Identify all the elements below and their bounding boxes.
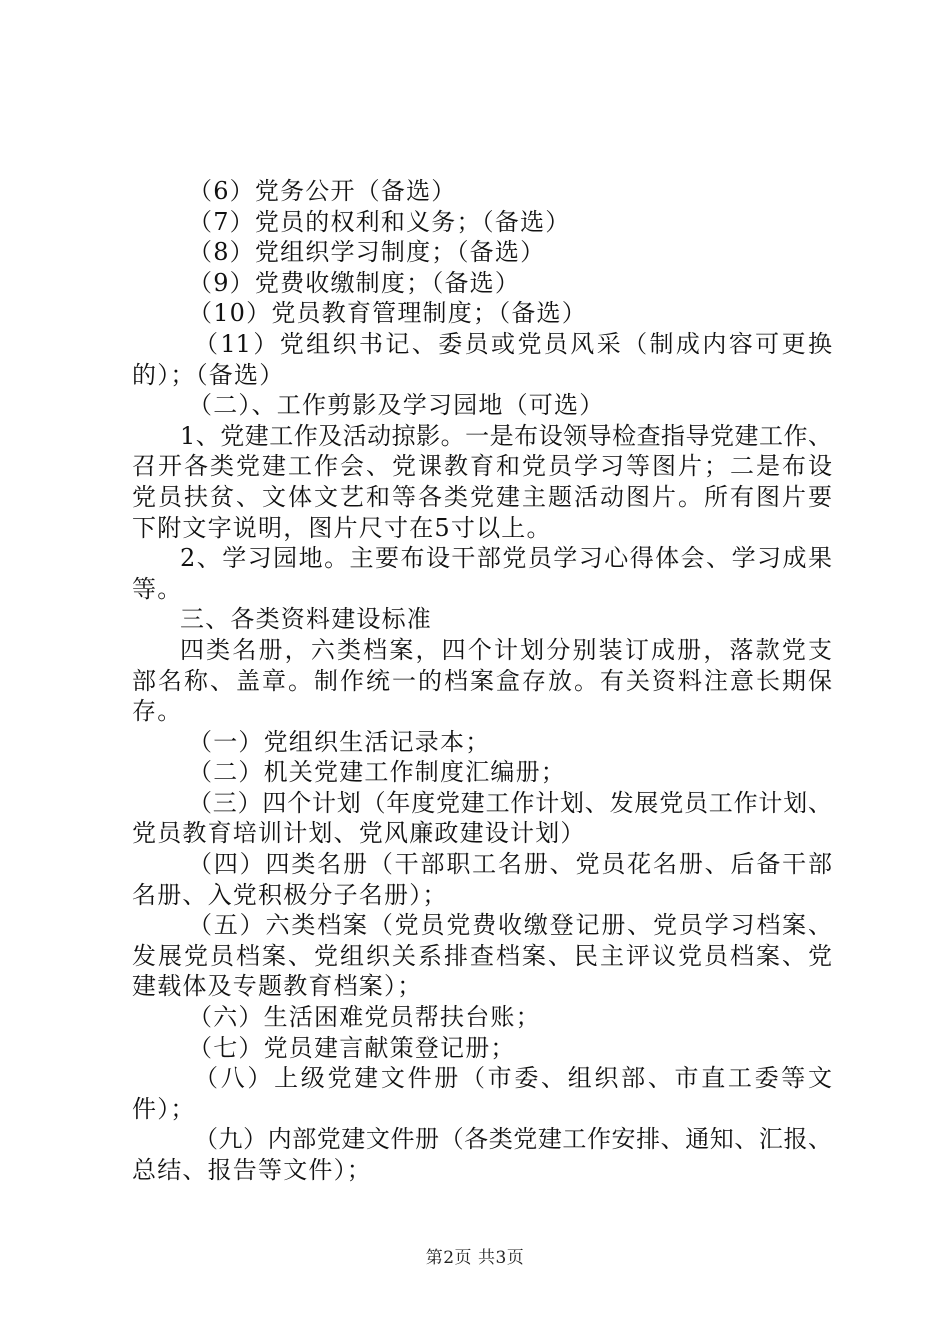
document-body	[132, 176, 832, 1186]
text-line: 存。	[132, 697, 183, 726]
text-line: 的）；（备选）	[132, 360, 285, 389]
text-line: 1、党建工作及活动掠影。一是布设领导检查指导党建工作、	[180, 421, 832, 450]
text-line: （8）党组织学习制度；（备选）	[188, 238, 546, 267]
text-line: （四）四类名册（干部职工名册、党员花名册、后备干部	[188, 850, 832, 879]
text-line: 总结、报告等文件）；	[132, 1156, 372, 1184]
text-line: 件）；	[132, 1094, 196, 1123]
text-line: 下附文字说明，图片尺寸在5寸以上。	[132, 513, 552, 542]
text-line: （六）生活困难党员帮扶台账；	[188, 1003, 541, 1032]
text-line: 党员扶贫、文体文艺和等各类党建主题活动图片。所有图片要	[132, 482, 832, 511]
text-line: 等。	[132, 574, 183, 603]
text-line: 召开各类党建工作会、党课教育和党员学习等图片；二是布设	[132, 452, 832, 481]
section-heading: 三、各类资料建设标准	[180, 605, 432, 634]
text-line: （6）党务公开（备选）	[188, 177, 457, 205]
page-number: 第2页 共3页	[425, 1248, 525, 1268]
text-line: 建载体及专题教育档案）；	[132, 972, 423, 1001]
text-line: （九）内部党建文件册（各类党建工作安排、通知、汇报、	[194, 1125, 832, 1154]
text-line: （10）党员教育管理制度；（备选）	[188, 299, 587, 328]
text-line: 四类名册，六类档案，四个计划分别装订成册，落款党支	[180, 635, 832, 664]
text-line: （9）党费收缴制度；（备选）	[188, 268, 521, 297]
text-line: 党员教育培训计划、党风廉政建设计划）	[132, 819, 586, 848]
text-line: （二）机关党建工作制度汇编册；	[188, 758, 566, 787]
text-line: 发展党员档案、党组织关系排查档案、民主评议党员档案、党	[132, 941, 832, 970]
text-line: （八）上级党建文件册（市委、组织部、市直工委等文	[194, 1064, 832, 1093]
text-line: （11）党组织书记、委员或党员风采（制成内容可更换	[194, 329, 832, 358]
text-line: （七）党员建言献策登记册；	[188, 1033, 516, 1062]
text-line: （五）六类档案（党员党费收缴登记册、党员学习档案、	[188, 911, 832, 940]
text-line: 2、学习园地。主要布设干部党员学习心得体会、学习成果	[180, 544, 832, 573]
text-line: （7）党员的权利和义务；（备选）	[188, 207, 571, 236]
section-heading: （二）、工作剪影及学习园地（可选）	[188, 391, 605, 420]
text-line: （三）四个计划（年度党建工作计划、发展党员工作计划、	[188, 788, 832, 817]
text-line: （一）党组织生活记录本；	[188, 727, 491, 756]
text-line: 部名称、盖章。制作统一的档案盒存放。有关资料注意长期保	[132, 666, 832, 695]
text-line: 名册、入党积极分子名册）；	[132, 880, 448, 909]
